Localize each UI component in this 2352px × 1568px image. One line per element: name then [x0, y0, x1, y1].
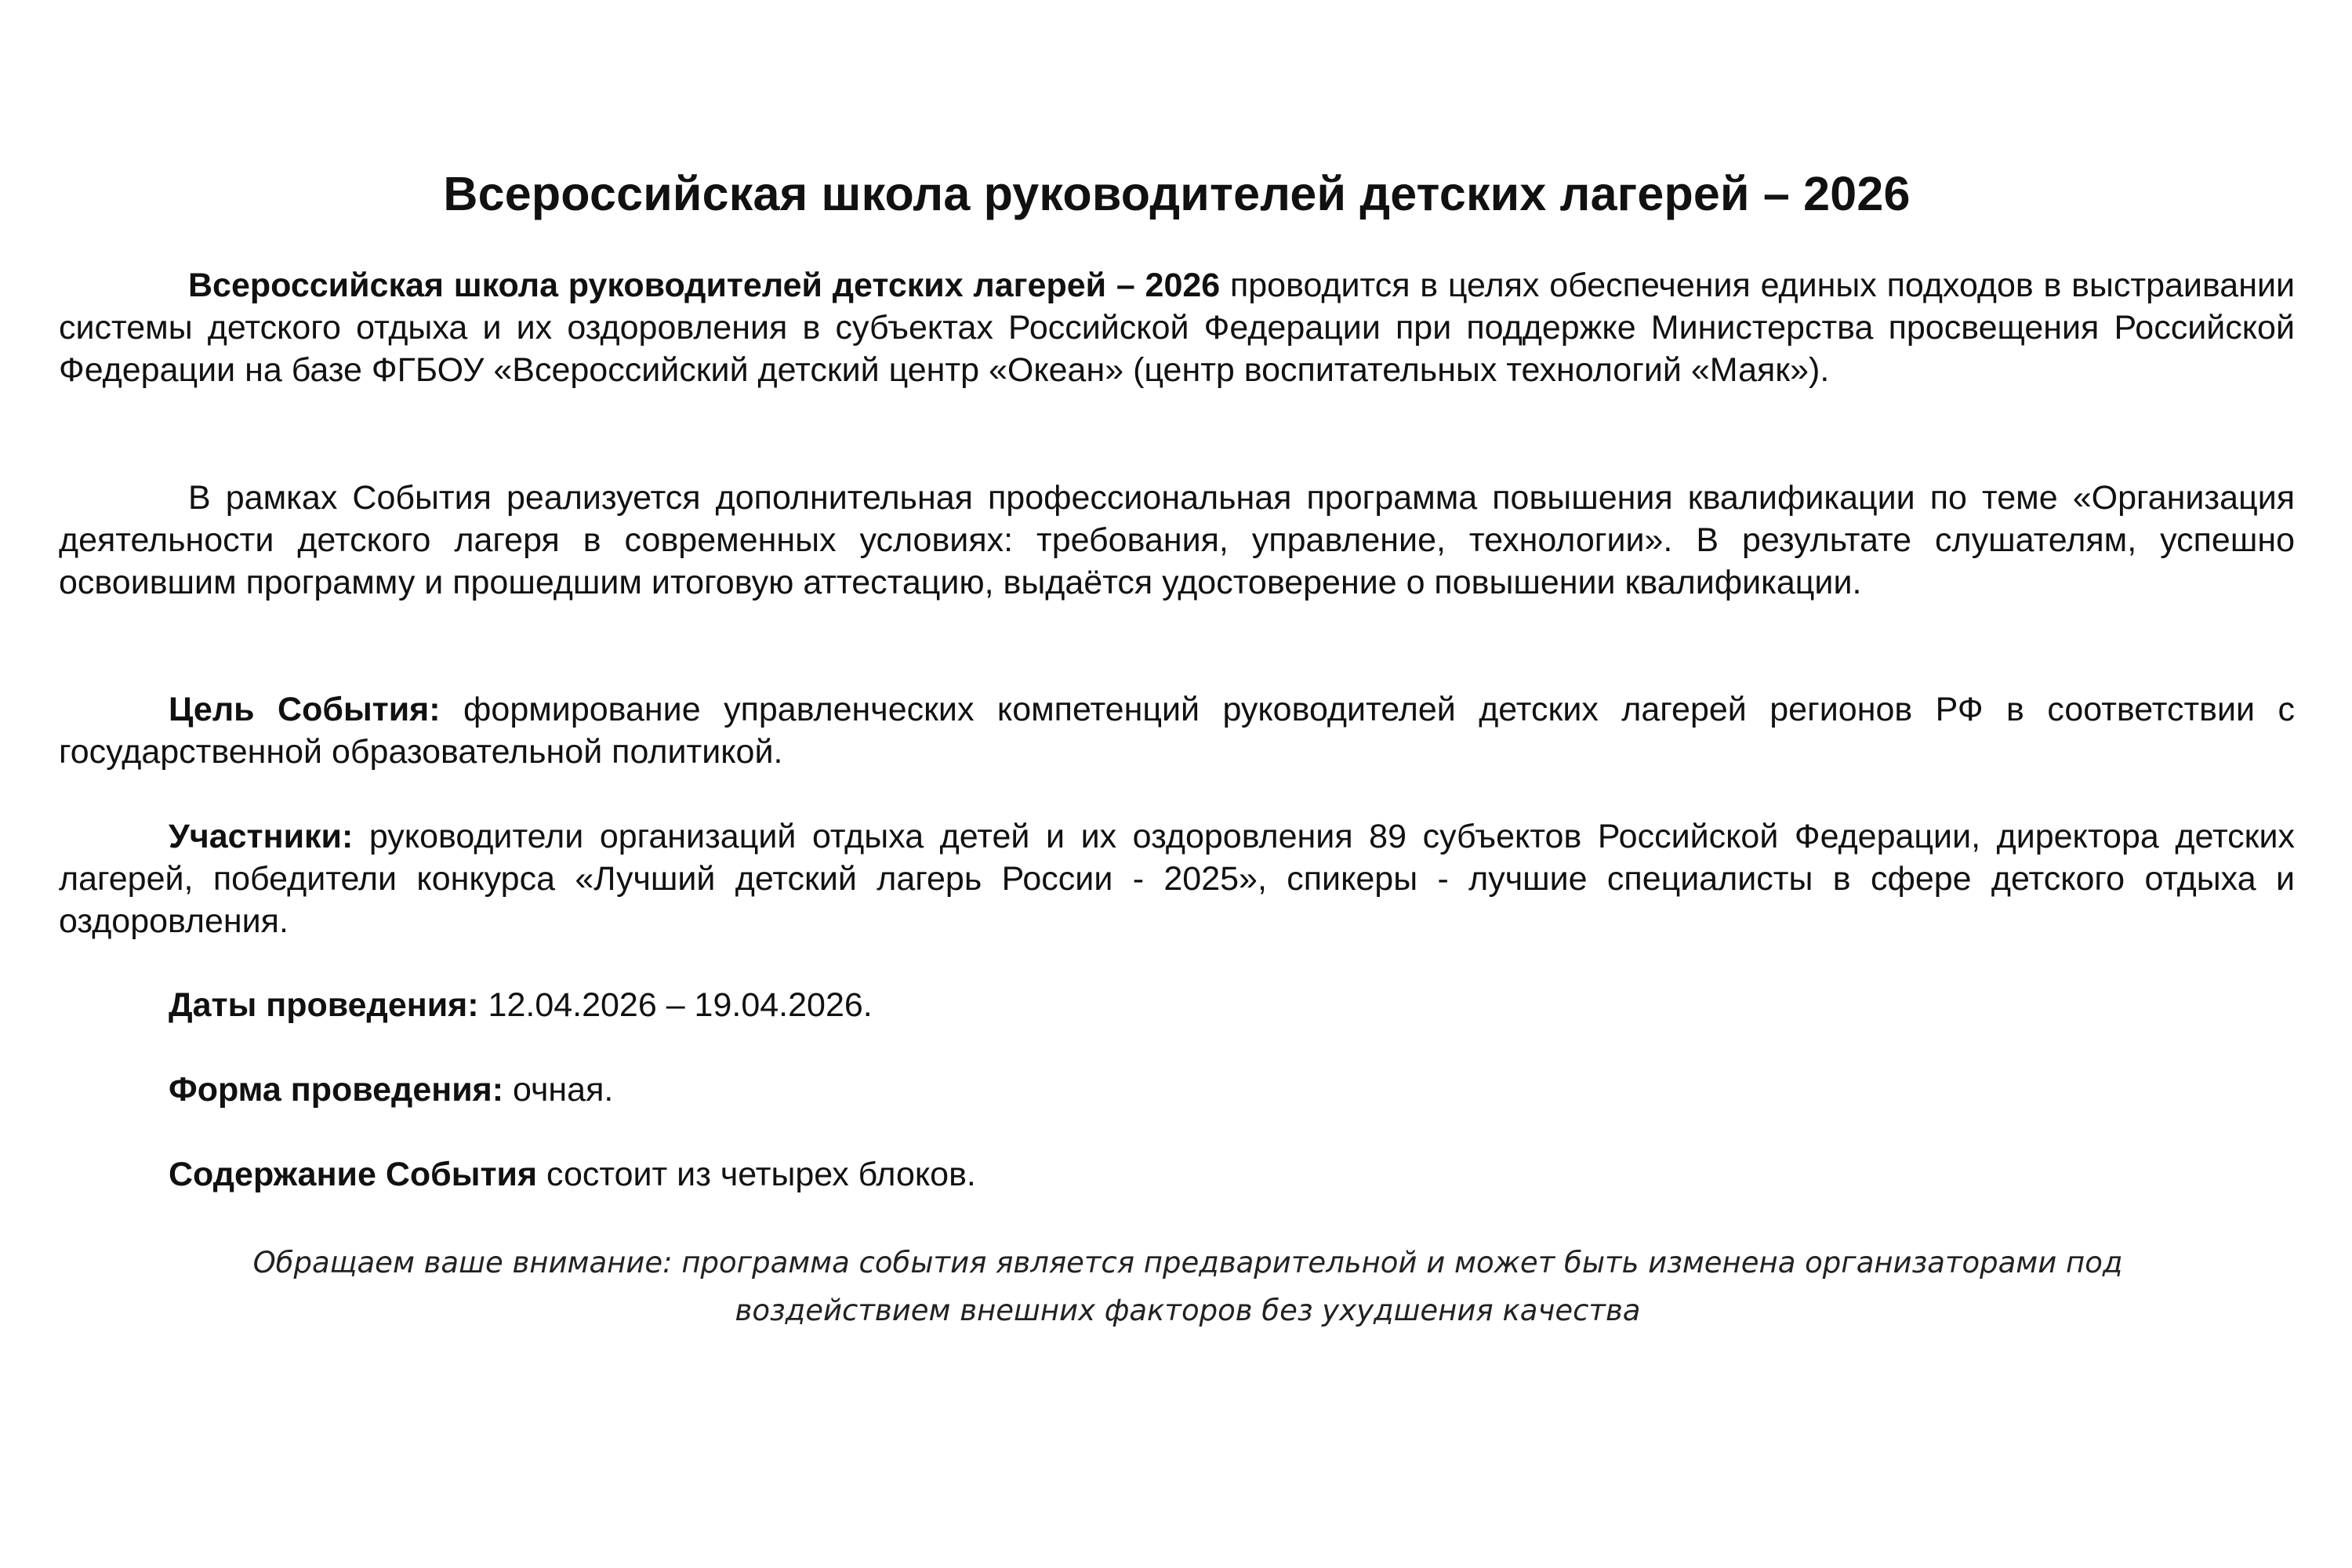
participants-text: руководители организаций отдыха детей и их оздоровления 89 субъектов Российской Федерации, директора детских лагерей, победители конкурса «Лучший детский лагерь России - 2025», спикеры - лучшие специалисты в сфере детского отдыха и оздоровления.	[59, 818, 2295, 940]
goal-text: формирование управленческих компетенций руководителей детских лагерей регионов РФ в соответствии с государственной образовательной политикой.	[59, 691, 2295, 771]
dates-line	[169, 984, 873, 1026]
content-line	[169, 1153, 976, 1196]
intro-text: проводится в целях обеспечения единых подходов в выстраивании системы детского отдыха и их оздоровления в субъектах Российской Федерации при поддержке Министерства просвещения Российской Федерации на базе ФГБОУ «Всероссийский детский центр «Океан» (центр воспитательных технологий «Маяк»).	[59, 267, 2296, 389]
program-paragraph: В рамках События реализуется дополнительная профессиональная программа повышения квалификации по теме «Организация деятельности детского лагеря в современных условиях: требования, управление, технологии». В результате слушателям, успешно освоившим программу и прошедшим итоговую аттестацию, выдаётся удостоверение о повышении квалификации.	[59, 479, 2295, 601]
disclaimer-note	[216, 1239, 2160, 1334]
participants-label: Участники:	[169, 818, 354, 855]
format-value: очная.	[503, 1071, 614, 1109]
goal-paragraph	[59, 688, 2295, 773]
format-line	[169, 1069, 613, 1111]
note-line-1: Обращаем ваше внимание: программа события является предварительной и может быть изменена организаторами под	[252, 1246, 2123, 1279]
dates-label: Даты проведения:	[169, 986, 479, 1024]
note-line-2: воздействием внешних факторов без ухудшения качества	[735, 1294, 1641, 1327]
format-label: Форма проведения:	[169, 1071, 504, 1109]
content-value: состоит из четырех блоков.	[537, 1156, 976, 1193]
intro-lead: Всероссийская школа руководителей детских лагерей – 2026	[188, 267, 1221, 304]
participants-paragraph	[59, 815, 2295, 942]
document-title: Всероссийская школа руководителей детских лагерей – 2026	[443, 167, 1911, 220]
dates-value: 12.04.2026 – 19.04.2026.	[478, 986, 873, 1024]
intro-paragraph	[59, 264, 2295, 391]
content-label: Содержание События	[169, 1156, 538, 1193]
document-page	[59, 0, 2295, 1568]
goal-label: Цель События:	[169, 691, 441, 728]
